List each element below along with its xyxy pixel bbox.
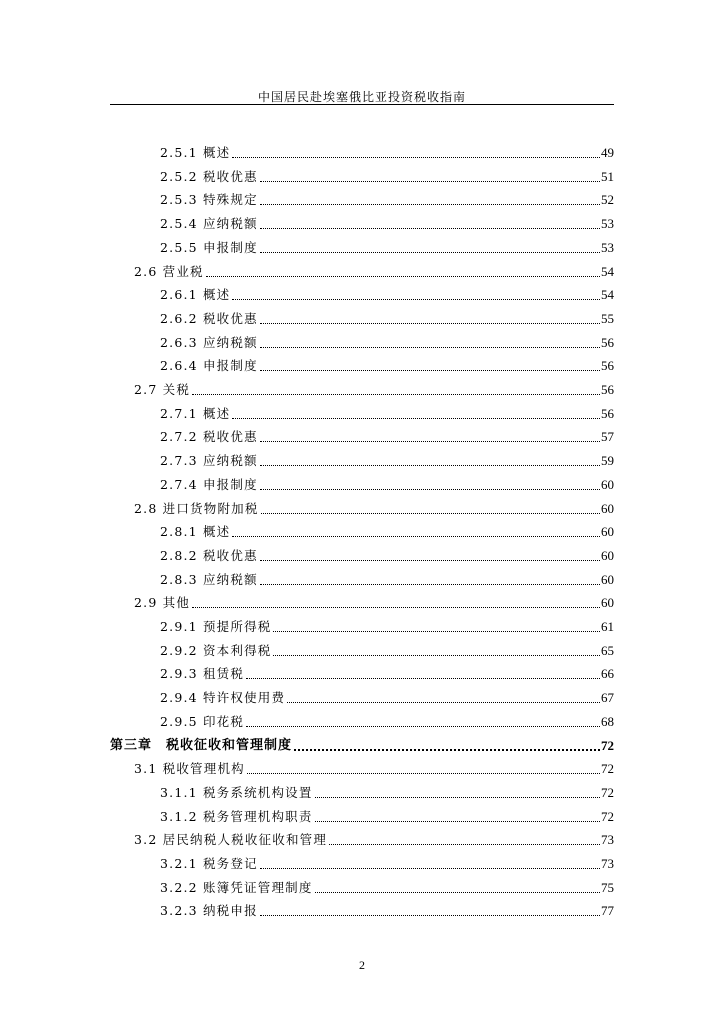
toc-entry-page-number: 49 bbox=[601, 145, 614, 160]
toc-entry-label: 2.9.2 资本利得税 bbox=[160, 642, 272, 658]
toc-entry[interactable] bbox=[134, 497, 614, 517]
dot-leader bbox=[192, 607, 600, 608]
toc-entry-label: 3.2.2 账簿凭证管理制度 bbox=[160, 879, 313, 895]
toc-entry-page-number: 56 bbox=[601, 405, 614, 421]
toc-entry-label: 2.8 进口货物附加税 bbox=[134, 500, 259, 516]
toc-entry-page-number: 60 bbox=[601, 571, 614, 587]
toc-entry[interactable] bbox=[160, 781, 614, 801]
dot-leader bbox=[260, 370, 600, 371]
toc-entry[interactable] bbox=[134, 757, 614, 777]
dot-leader bbox=[260, 489, 600, 490]
toc-entry-label: 2.7.3 应纳税额 bbox=[160, 453, 258, 469]
toc-entry[interactable] bbox=[160, 425, 614, 445]
toc-entry-label: 2.5.4 应纳税额 bbox=[160, 216, 258, 232]
toc-entry-label: 2.5.3 特殊规定 bbox=[160, 192, 258, 208]
toc-entry-page-number: 73 bbox=[601, 832, 614, 848]
dot-leader bbox=[206, 276, 600, 277]
dot-leader bbox=[329, 844, 600, 845]
toc-entry[interactable] bbox=[160, 212, 614, 232]
toc-entry-label: 2.6.2 税收优惠 bbox=[160, 310, 258, 326]
toc-entry[interactable] bbox=[160, 710, 614, 730]
dot-leader bbox=[315, 892, 600, 893]
toc-entry[interactable] bbox=[160, 615, 614, 635]
toc-entry-label: 3.1.2 税务管理机构职责 bbox=[160, 808, 313, 824]
toc-entry-page-number: 60 bbox=[601, 524, 614, 540]
toc-entry-label: 2.9.1 预提所得税 bbox=[160, 619, 272, 634]
toc-entry-page-number: 67 bbox=[601, 690, 614, 706]
toc-entry-page-number: 65 bbox=[601, 642, 614, 658]
toc-entry[interactable] bbox=[160, 307, 614, 327]
toc-entry[interactable] bbox=[160, 568, 614, 588]
toc-entry-page-number: 68 bbox=[601, 713, 614, 729]
toc-entry-page-number: 72 bbox=[601, 761, 614, 777]
toc-entry-page-number: 73 bbox=[601, 856, 614, 871]
toc-entry-label: 2.8.2 税收优惠 bbox=[160, 547, 258, 563]
toc-entry-page-number: 60 bbox=[601, 476, 614, 492]
running-header-title: 中国居民赴埃塞俄比亚投资税收指南 bbox=[257, 90, 466, 104]
dot-leader bbox=[260, 323, 600, 324]
toc-entry[interactable] bbox=[160, 473, 614, 493]
dot-leader bbox=[260, 228, 600, 229]
toc-entry[interactable] bbox=[160, 899, 614, 919]
toc-entry[interactable] bbox=[134, 378, 614, 398]
dot-leader bbox=[247, 773, 600, 774]
dot-leader bbox=[260, 868, 600, 869]
dot-leader bbox=[260, 204, 600, 205]
toc-entry-label: 3.2.1 税务登记 bbox=[160, 856, 258, 871]
toc-entry-page-number: 54 bbox=[601, 287, 614, 303]
toc-entry-label: 2.7.1 概述 bbox=[160, 405, 231, 421]
toc-entry[interactable] bbox=[160, 188, 614, 208]
toc-entry-label: 2.6.4 申报制度 bbox=[160, 358, 258, 374]
toc-chapter-entry[interactable] bbox=[110, 734, 614, 754]
dot-leader bbox=[232, 418, 600, 419]
dot-leader bbox=[260, 347, 600, 348]
toc-entry-page-number: 57 bbox=[601, 429, 614, 445]
toc-entry-label: 2.7.4 申报制度 bbox=[160, 476, 258, 492]
dot-leader bbox=[260, 560, 600, 561]
dot-leader bbox=[232, 299, 600, 300]
toc-entry-label: 3.1.1 税务系统机构设置 bbox=[160, 784, 313, 800]
header-divider bbox=[110, 104, 614, 105]
toc-entry-label: 2.6.1 概述 bbox=[160, 287, 231, 303]
toc-entry-page-number: 51 bbox=[601, 168, 614, 184]
toc-entry-page-number: 60 bbox=[601, 500, 614, 516]
dot-leader bbox=[260, 465, 600, 466]
toc-entry[interactable] bbox=[160, 449, 614, 469]
toc-entry-label: 2.8.3 应纳税额 bbox=[160, 571, 258, 587]
toc-entry[interactable] bbox=[160, 402, 614, 422]
dot-leader bbox=[246, 726, 600, 727]
dot-leader bbox=[260, 441, 600, 442]
toc-entry-label: 3.1 税收管理机构 bbox=[134, 761, 245, 777]
toc-entry[interactable] bbox=[160, 165, 614, 185]
toc-entry-page-number: 60 bbox=[601, 547, 614, 563]
toc-entry[interactable] bbox=[160, 686, 614, 706]
toc-entry[interactable] bbox=[134, 828, 614, 848]
toc-entry-label: 2.9 其他 bbox=[134, 595, 191, 611]
toc-entry-page-number: 72 bbox=[601, 737, 614, 753]
toc-entry-label: 2.6.3 应纳税额 bbox=[160, 334, 258, 350]
toc-entry[interactable] bbox=[160, 805, 614, 825]
toc-entry-page-number: 56 bbox=[601, 382, 614, 397]
dot-leader bbox=[273, 655, 600, 656]
toc-entry-label: 2.8.1 概述 bbox=[160, 524, 231, 540]
toc-entry-page-number: 72 bbox=[601, 808, 614, 824]
dot-leader bbox=[192, 394, 600, 395]
toc-entry-page-number: 54 bbox=[601, 263, 614, 279]
toc-entry[interactable] bbox=[134, 260, 614, 280]
dot-leader bbox=[260, 584, 600, 585]
dot-leader bbox=[287, 702, 600, 703]
toc-entry[interactable] bbox=[160, 662, 614, 682]
toc-entry[interactable] bbox=[160, 639, 614, 659]
toc-entry-label: 2.5.5 申报制度 bbox=[160, 239, 258, 255]
toc-entry-label: 2.7.2 税收优惠 bbox=[160, 429, 258, 445]
toc-entry[interactable] bbox=[160, 141, 614, 161]
toc-entry[interactable] bbox=[160, 236, 614, 256]
toc-entry-page-number: 61 bbox=[601, 619, 614, 634]
toc-entry[interactable] bbox=[160, 354, 614, 374]
dot-leader bbox=[315, 821, 600, 822]
toc-entry-label: 2.7 关税 bbox=[134, 382, 191, 397]
dot-leader bbox=[294, 749, 600, 751]
toc-entry[interactable] bbox=[160, 876, 614, 896]
dot-leader bbox=[260, 252, 600, 253]
dot-leader bbox=[232, 536, 600, 537]
dot-leader bbox=[232, 157, 600, 158]
toc-entry[interactable] bbox=[134, 591, 614, 611]
dot-leader bbox=[260, 181, 600, 182]
toc-entry-page-number: 55 bbox=[601, 310, 614, 326]
page-number: 2 bbox=[359, 958, 365, 972]
toc-entry-label: 2.9.4 特许权使用费 bbox=[160, 690, 286, 706]
toc-entry[interactable] bbox=[160, 331, 614, 351]
toc-entry[interactable] bbox=[160, 544, 614, 564]
dot-leader bbox=[273, 631, 600, 632]
dot-leader bbox=[261, 513, 600, 514]
toc-entry-label: 2.5.1 概述 bbox=[160, 145, 231, 160]
toc-entry-page-number: 53 bbox=[601, 239, 614, 255]
dot-leader bbox=[246, 678, 600, 679]
toc-entry-label: 2.6 营业税 bbox=[134, 263, 204, 279]
toc-entry-label: 3.2.3 纳税申报 bbox=[160, 903, 258, 919]
toc-entry-page-number: 56 bbox=[601, 358, 614, 374]
dot-leader bbox=[260, 915, 600, 916]
toc-entry[interactable] bbox=[160, 852, 614, 872]
toc-entry[interactable] bbox=[160, 283, 614, 303]
toc-entry-page-number: 52 bbox=[601, 192, 614, 208]
toc-entry-page-number: 59 bbox=[601, 453, 614, 469]
toc-entry-label: 3.2 居民纳税人税收征收和管理 bbox=[134, 832, 328, 848]
toc-entry-page-number: 66 bbox=[601, 666, 614, 682]
toc-entry-label: 2.9.5 印花税 bbox=[160, 713, 245, 729]
toc-entry-page-number: 77 bbox=[601, 903, 614, 919]
toc-entry-page-number: 72 bbox=[601, 784, 614, 800]
toc-entry-page-number: 60 bbox=[601, 595, 614, 611]
toc-entry-page-number: 56 bbox=[601, 334, 614, 350]
toc-entry-label: 2.9.3 租赁税 bbox=[160, 666, 245, 682]
toc-entry-label: 2.5.2 税收优惠 bbox=[160, 168, 258, 184]
toc-entry-label: 第三章 税收征收和管理制度 bbox=[110, 737, 293, 753]
toc-entry-page-number: 75 bbox=[601, 879, 614, 895]
toc-entry[interactable] bbox=[160, 520, 614, 540]
toc-entry-page-number: 53 bbox=[601, 216, 614, 232]
dot-leader bbox=[315, 797, 600, 798]
